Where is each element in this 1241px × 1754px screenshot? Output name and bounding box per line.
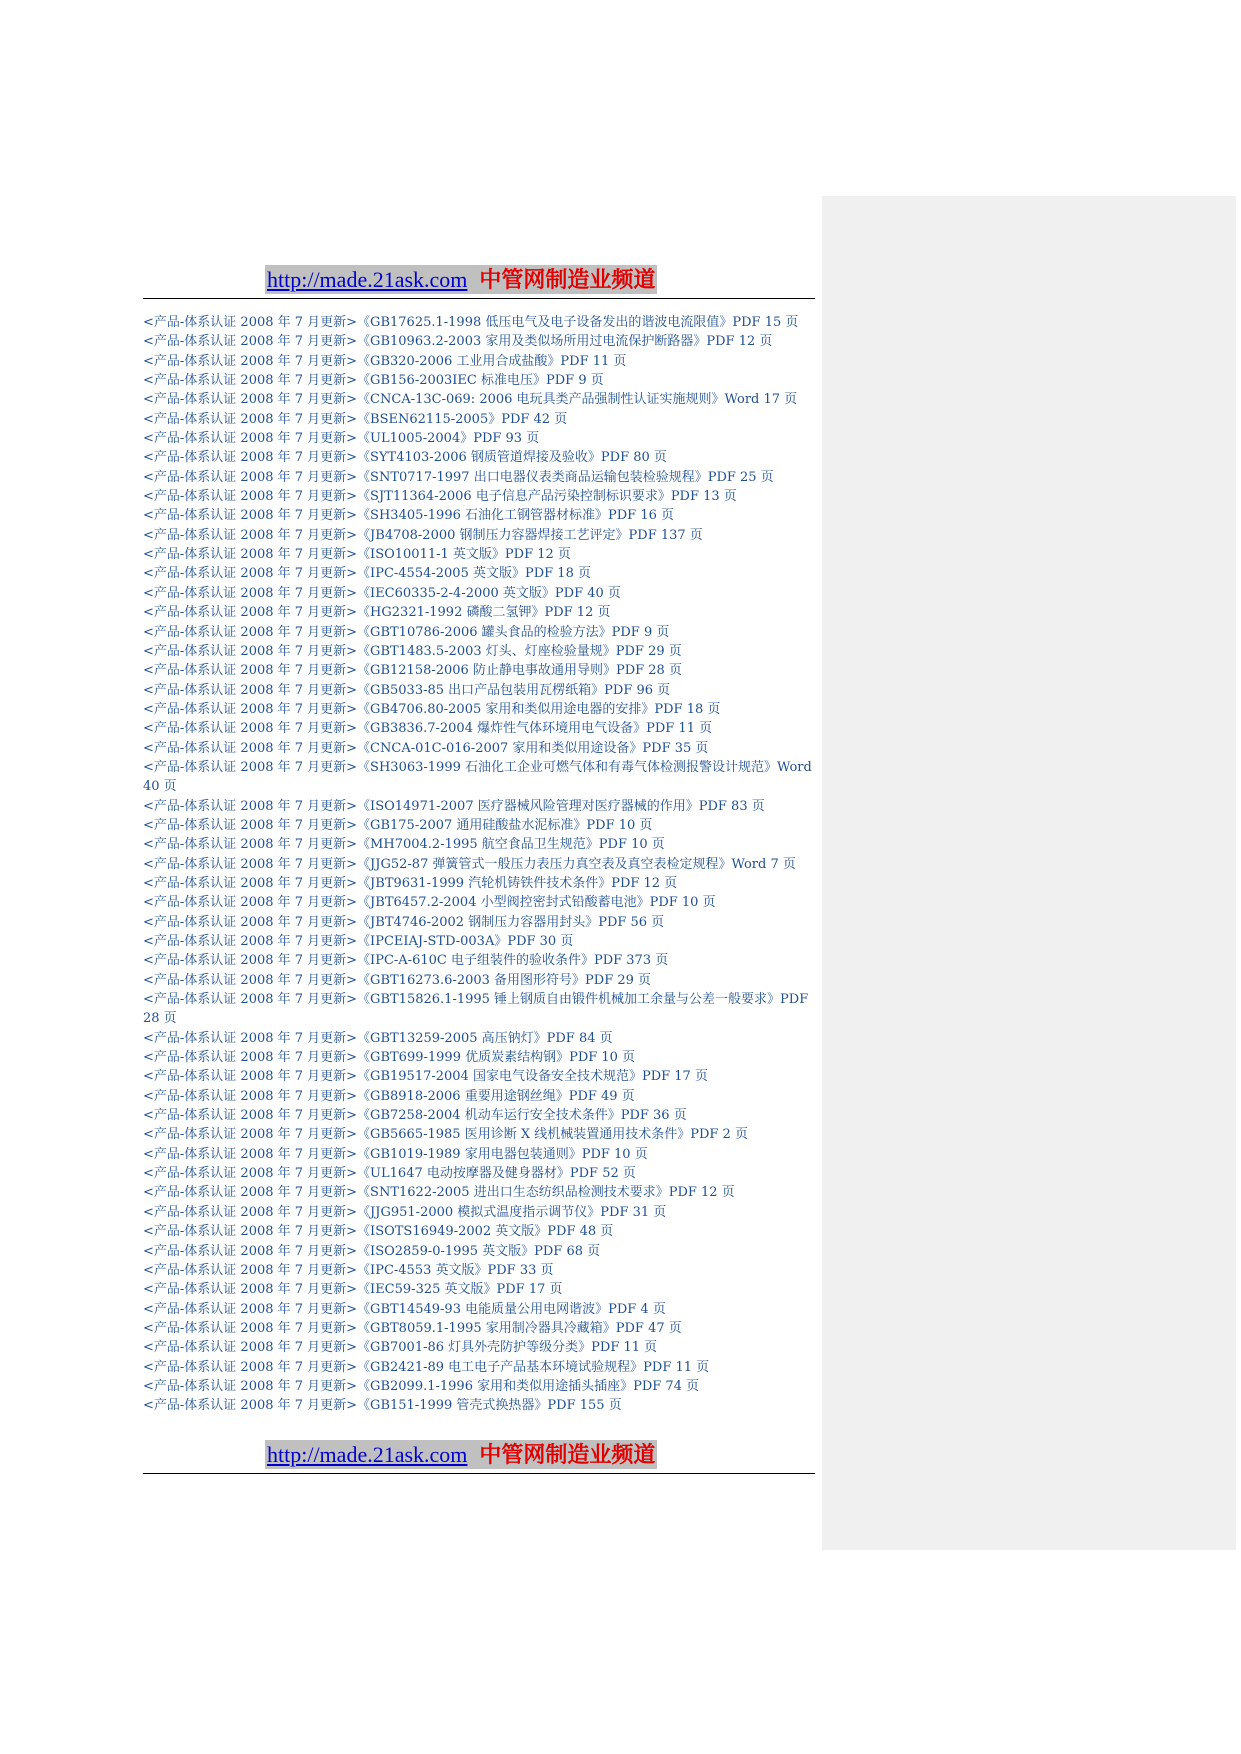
list-item: <产品-体系认证 2008 年 7 月更新>《GBT16273.6-2003 备用图形符号》PDF 29 页	[143, 972, 652, 988]
list-item: <产品-体系认证 2008 年 7 月更新>《IPC-A-610C 电子组装件的验收条件》PDF 373 页	[143, 953, 669, 969]
list-item: <产品-体系认证 2008 年 7 月更新>《SH3405-1996 石油化工钢管器材标准》PDF 16 页	[143, 508, 674, 524]
list-item: <产品-体系认证 2008 年 7 月更新>《GB5665-1985 医用诊断 X 线机械装置通用技术条件》PDF 2 页	[143, 1127, 748, 1143]
list-item: <产品-体系认证 2008 年 7 月更新>《GB175-2007 通用硅酸盐水泥标准》PDF 10 页	[143, 817, 653, 833]
list-item: <产品-体系认证 2008 年 7 月更新>《JB4708-2000 钢制压力容器焊接工艺评定》PDF 137 页	[143, 527, 703, 543]
list-item: <产品-体系认证 2008 年 7 月更新>《JBT4746-2002 钢制压力容器用封头》PDF 56 页	[143, 914, 665, 930]
list-item: <产品-体系认证 2008 年 7 月更新>《GB8918-2006 重要用途钢丝绳》PDF 49 页	[143, 1088, 635, 1104]
list-item: <产品-体系认证 2008 年 7 月更新>《GBT13259-2005 高压钠灯》PDF 84 页	[143, 1030, 613, 1046]
list-item: <产品-体系认证 2008 年 7 月更新>《JBT6457.2-2004 小型阀控密封式铅酸蓄电池》PDF 10 页	[143, 895, 716, 911]
list-item: <产品-体系认证 2008 年 7 月更新>《GB151-1999 管壳式换热器》PDF 155 页	[143, 1398, 622, 1414]
list-item: <产品-体系认证 2008 年 7 月更新>《GB156-2003IEC 标准电压》PDF 9 页	[143, 373, 604, 389]
list-item: <产品-体系认证 2008 年 7 月更新>《ISO10011-1 英文版》PDF 12 页	[143, 547, 571, 563]
list-item: <产品-体系认证 2008 年 7 月更新>《GB10963.2-2003 家用及类似场所用过电流保护断路器》PDF 12 页	[143, 334, 773, 350]
list-item: <产品-体系认证 2008 年 7 月更新>《IPC-4554-2005 英文版》PDF 18 页	[143, 566, 591, 582]
list-item: <产品-体系认证 2008 年 7 月更新>《JJG951-2000 模拟式温度指示调节仪》PDF 31 页	[143, 1204, 667, 1220]
comment-margin-pane	[822, 196, 1236, 1550]
document-list	[143, 313, 818, 1416]
list-item: <产品-体系认证 2008 年 7 月更新>《CNCA-01C-016-2007 家用和类似用途设备》PDF 35 页	[143, 740, 709, 756]
page-footer	[143, 1437, 815, 1474]
list-item: <产品-体系认证 2008 年 7 月更新>《IPC-4553 英文版》PDF 33 页	[143, 1262, 554, 1278]
list-item: <产品-体系认证 2008 年 7 月更新>《GBT8059.1-1995 家用制冷器具冷藏箱》PDF 47 页	[143, 1320, 682, 1336]
list-item: <产品-体系认证 2008 年 7 月更新>《MH7004.2-1995 航空食品卫生规范》PDF 10 页	[143, 837, 665, 853]
list-item: <产品-体系认证 2008 年 7 月更新>《GBT10786-2006 罐头食品的检验方法》PDF 9 页	[143, 624, 670, 640]
header-channel-title: 中管网制造业频道	[479, 268, 656, 293]
page-header	[143, 262, 815, 299]
list-item: <产品-体系认证 2008 年 7 月更新>《GB1019-1989 家用电器包装通则》PDF 10 页	[143, 1146, 648, 1162]
list-item: <产品-体系认证 2008 年 7 月更新>《SNT1622-2005 进出口生态纺织品检测技术要求》PDF 12 页	[143, 1185, 735, 1201]
list-item: <产品-体系认证 2008 年 7 月更新>《GBT14549-93 电能质量公用电网谐波》PDF 4 页	[143, 1301, 666, 1317]
list-item: <产品-体系认证 2008 年 7 月更新>《CNCA-13C-069: 2006 电玩具类产品强制性认证实施规则》Word 17 页	[143, 392, 798, 408]
list-item: <产品-体系认证 2008 年 7 月更新>《GB2421-89 电工电子产品基本环境试验规程》PDF 11 页	[143, 1359, 710, 1375]
list-item: <产品-体系认证 2008 年 7 月更新>《GB19517-2004 国家电气设备安全技术规范》PDF 17 页	[143, 1069, 708, 1085]
list-item: <产品-体系认证 2008 年 7 月更新>《GB5033-85 出口产品包装用瓦楞纸箱》PDF 96 页	[143, 682, 671, 698]
footer-channel-title: 中管网制造业频道	[479, 1443, 656, 1468]
list-item: <产品-体系认证 2008 年 7 月更新>《JJG52-87 弹簧管式一般压力表压力真空表及真空表检定规程》Word 7 页	[143, 856, 796, 872]
list-item: <产品-体系认证 2008 年 7 月更新>《BSEN62115-2005》PDF 42 页	[143, 411, 568, 427]
list-item: <产品-体系认证 2008 年 7 月更新>《SYT4103-2006 钢质管道焊接及验收》PDF 80 页	[143, 450, 667, 466]
list-item: <产品-体系认证 2008 年 7 月更新>《UL1005-2004》PDF 93 页	[143, 431, 540, 447]
list-item: <产品-体系认证 2008 年 7 月更新>《SNT0717-1997 出口电器仪表类商品运输包装检验规程》PDF 25 页	[143, 469, 774, 485]
list-item: <产品-体系认证 2008 年 7 月更新>《HG2321-1992 磷酸二氢钾》PDF 12 页	[143, 605, 611, 621]
list-item: <产品-体系认证 2008 年 7 月更新>《GB17625.1-1998 低压电气及电子设备发出的谐波电流限值》PDF 15 页	[143, 315, 799, 330]
list-item: <产品-体系认证 2008 年 7 月更新>《ISOTS16949-2002 英文版》PDF 48 页	[143, 1224, 614, 1240]
list-item: <产品-体系认证 2008 年 7 月更新>《GB2099.1-1996 家用和类似用途插头插座》PDF 74 页	[143, 1378, 700, 1394]
header-banner	[265, 265, 657, 294]
list-item: <产品-体系认证 2008 年 7 月更新>《IEC60335-2-4-2000 英文版》PDF 40 页	[143, 585, 621, 601]
footer-banner	[265, 1440, 657, 1469]
list-item: <产品-体系认证 2008 年 7 月更新>《GB12158-2006 防止静电事故通用导则》PDF 28 页	[143, 663, 682, 679]
list-item: <产品-体系认证 2008 年 7 月更新>《SH3063-1999 石油化工企业可燃气体和有毒气体检测报警设计规范》Word 40 页	[143, 759, 812, 795]
list-item: <产品-体系认证 2008 年 7 月更新>《IEC59-325 英文版》PDF 17 页	[143, 1282, 563, 1298]
list-item: <产品-体系认证 2008 年 7 月更新>《GB320-2006 工业用合成盐酸》PDF 11 页	[143, 353, 627, 369]
list-item: <产品-体系认证 2008 年 7 月更新>《SJT11364-2006 电子信息产品污染控制标识要求》PDF 13 页	[143, 489, 737, 505]
footer-site-link[interactable]: http://made.21ask.com	[267, 1442, 468, 1467]
list-item: <产品-体系认证 2008 年 7 月更新>《GBT1483.5-2003 灯头、灯座检验量规》PDF 29 页	[143, 643, 682, 659]
list-item: <产品-体系认证 2008 年 7 月更新>《GBT699-1999 优质炭素结构钢》PDF 10 页	[143, 1050, 636, 1066]
list-item: <产品-体系认证 2008 年 7 月更新>《JBT9631-1999 汽轮机铸铁件技术条件》PDF 12 页	[143, 875, 678, 891]
list-item: <产品-体系认证 2008 年 7 月更新>《ISO14971-2007 医疗器械风险管理对医疗器械的作用》PDF 83 页	[143, 798, 765, 814]
list-item: <产品-体系认证 2008 年 7 月更新>《IPCEIAJ-STD-003A》PDF 30 页	[143, 934, 574, 949]
list-item: <产品-体系认证 2008 年 7 月更新>《GB7001-86 灯具外壳防护等级分类》PDF 11 页	[143, 1340, 658, 1356]
header-site-link[interactable]: http://made.21ask.com	[267, 267, 468, 292]
list-item: <产品-体系认证 2008 年 7 月更新>《GB3836.7-2004 爆炸性气体环境用电气设备》PDF 11 页	[143, 721, 713, 737]
list-item: <产品-体系认证 2008 年 7 月更新>《UL1647 电动按摩器及健身器材》PDF 52 页	[143, 1166, 636, 1182]
list-item: <产品-体系认证 2008 年 7 月更新>《GBT15826.1-1995 锤上钢质自由锻件机械加工余量与公差一般要求》PDF 28 页	[143, 992, 809, 1027]
list-item: <产品-体系认证 2008 年 7 月更新>《ISO2859-0-1995 英文版》PDF 68 页	[143, 1243, 601, 1259]
list-item: <产品-体系认证 2008 年 7 月更新>《GB4706.80-2005 家用和类似用途电器的安排》PDF 18 页	[143, 701, 721, 717]
list-item: <产品-体系认证 2008 年 7 月更新>《GB7258-2004 机动车运行安全技术条件》PDF 36 页	[143, 1108, 687, 1124]
